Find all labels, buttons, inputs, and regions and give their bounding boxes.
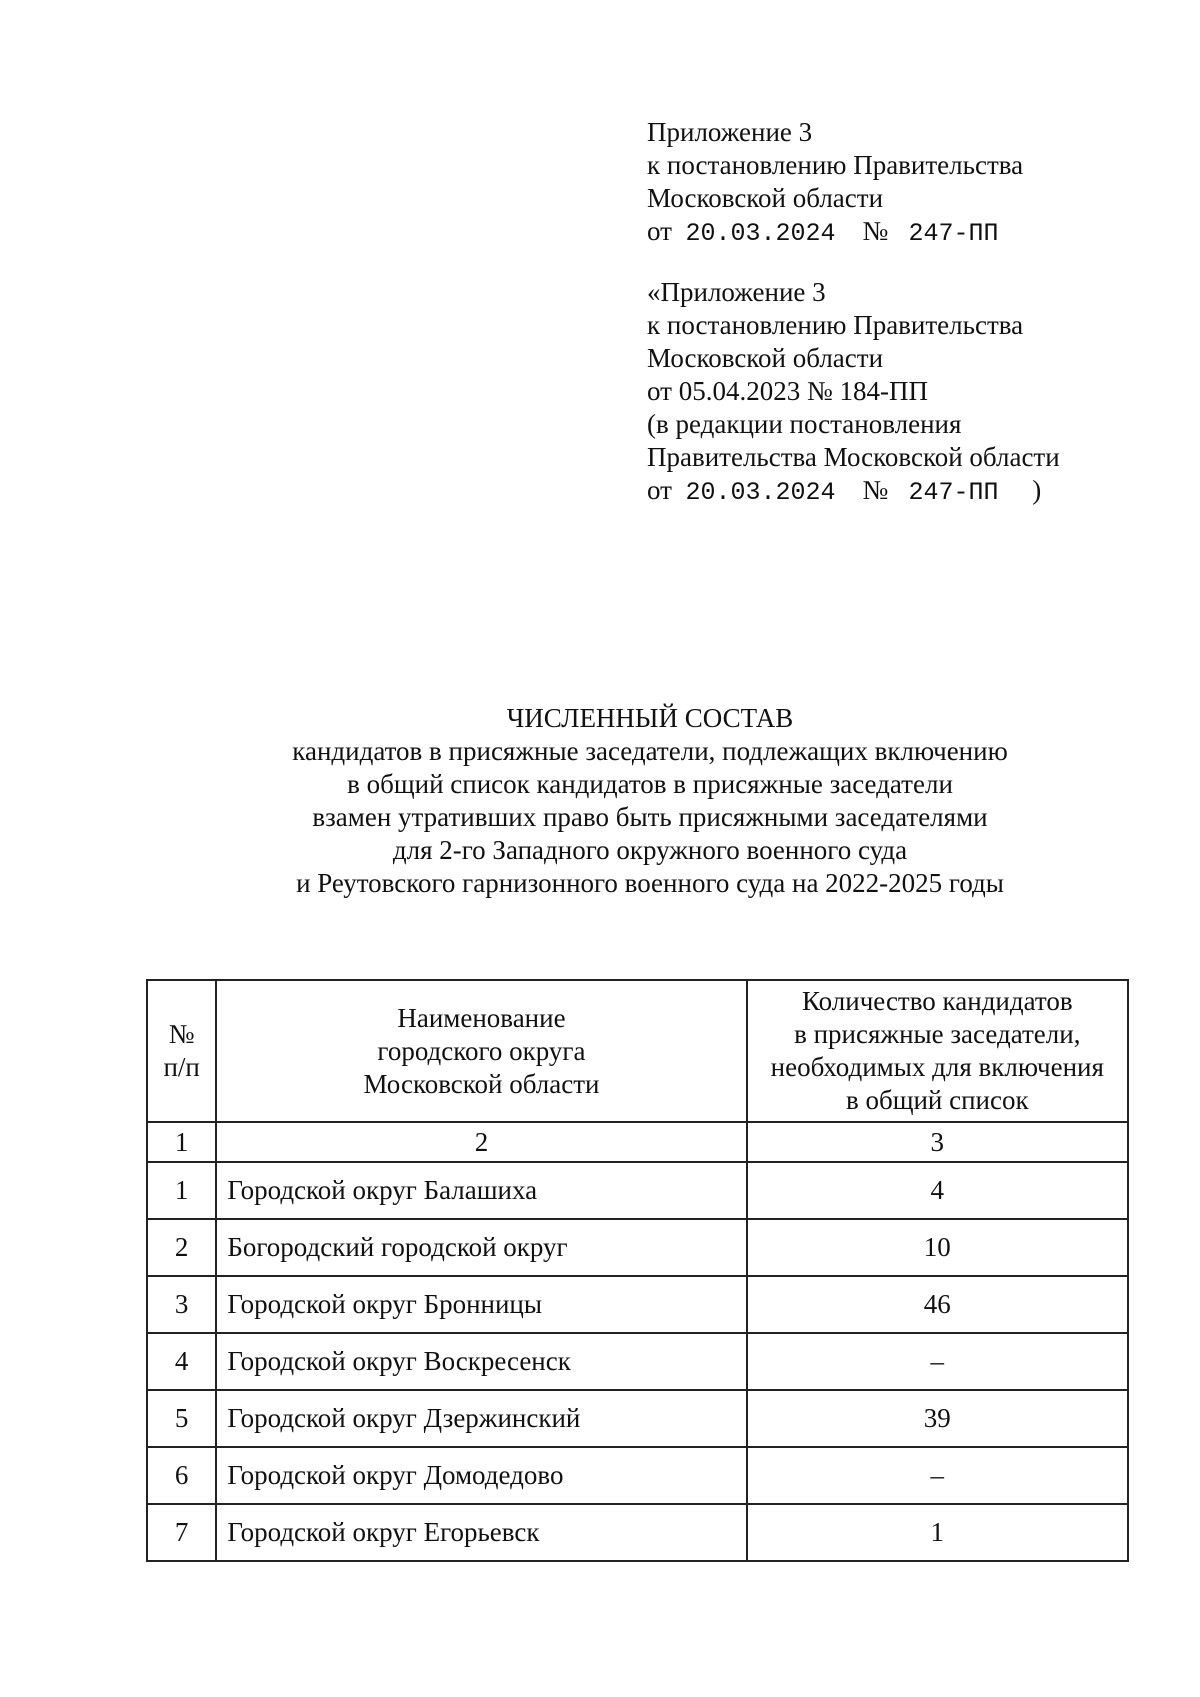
ref-prefix: от [647, 475, 672, 505]
row-name: Городской округ Бронницы [216, 1276, 746, 1333]
quoted-appendix-line: Московской области [647, 343, 884, 373]
row-qty: 4 [747, 1162, 1128, 1219]
title-line: в общий список кандидатов в присяжные заседатели [347, 769, 953, 799]
table-row [147, 1219, 1128, 1276]
row-qty: 46 [747, 1276, 1128, 1333]
title-line: для 2-го Западного окружного военного суда [392, 835, 908, 865]
appendix-reference [647, 215, 1023, 250]
quoted-appendix-line: (в редакции постановления [647, 409, 962, 439]
row-name: Городской округ Егорьевск [216, 1504, 746, 1561]
row-name: Городской округ Воскресенск [216, 1333, 746, 1390]
row-name: Городской округ Балашиха [216, 1162, 746, 1219]
appendix-header [647, 116, 1023, 250]
table-row [147, 1276, 1128, 1333]
row-num: 5 [147, 1390, 216, 1447]
column-number: 1 [147, 1122, 216, 1162]
title-line: кандидатов в присяжные заседатели, подлежащих включению [292, 736, 1008, 766]
table-row [147, 1162, 1128, 1219]
title-line: и Реутовского гарнизонного военного суда на 2022-2025 годы [296, 868, 1004, 898]
ref-no-sign: № [862, 216, 889, 246]
row-qty: – [747, 1333, 1128, 1390]
row-num: 6 [147, 1447, 216, 1504]
quoted-appendix-line: от 05.04.2023 № 184-ПП [647, 376, 928, 406]
row-num: 7 [147, 1504, 216, 1561]
column-number-row [147, 1122, 1128, 1162]
table-row [147, 1504, 1128, 1561]
title-line: взамен утративших право быть присяжными заседателями [312, 802, 988, 832]
quoted-appendix-line: к постановлению Правительства [647, 310, 1024, 340]
column-number: 3 [747, 1122, 1128, 1162]
header-qty: Количество кандидатов в присяжные заседатели, необходимых для включения в общий список [747, 980, 1128, 1122]
table-row [147, 1390, 1128, 1447]
row-num: 3 [147, 1276, 216, 1333]
ref-number: 247-ПП [908, 219, 999, 248]
ref-number: 247-ПП [908, 478, 999, 507]
row-num: 4 [147, 1333, 216, 1390]
table-row [147, 1333, 1128, 1390]
row-qty: 10 [747, 1219, 1128, 1276]
table-header-row [147, 980, 1128, 1122]
title-heading: ЧИСЛЕННЫЙ СОСТАВ [506, 703, 794, 733]
ref-date: 20.03.2024 [685, 478, 836, 507]
row-qty: 1 [747, 1504, 1128, 1561]
row-name: Городской округ Домодедово [216, 1447, 746, 1504]
appendix-line: Приложение 3 [647, 117, 813, 147]
column-number: 2 [216, 1122, 746, 1162]
header-name: Наименование городского округа Московской области [216, 980, 746, 1122]
ref-date: 20.03.2024 [685, 219, 836, 248]
row-num: 2 [147, 1219, 216, 1276]
row-num: 1 [147, 1162, 216, 1219]
quoted-appendix-line: Правительства Московской области [647, 442, 1060, 472]
candidates-table [146, 979, 1129, 1562]
appendix-line: Московской области [647, 183, 884, 213]
ref-prefix: от [647, 216, 672, 246]
header-num: № п/п [147, 980, 216, 1122]
row-name: Городской округ Дзержинский [216, 1390, 746, 1447]
quoted-appendix-line: «Приложение 3 [647, 277, 826, 307]
row-name: Богородский городской округ [216, 1219, 746, 1276]
row-qty: – [747, 1447, 1128, 1504]
ref-close: ) [1032, 475, 1042, 505]
quoted-appendix-reference [647, 474, 1060, 509]
appendix-line: к постановлению Правительства [647, 150, 1024, 180]
table-row [147, 1447, 1128, 1504]
quoted-appendix-header [647, 276, 1060, 509]
row-qty: 39 [747, 1390, 1128, 1447]
ref-no-sign: № [862, 475, 889, 505]
document-title [0, 702, 1200, 900]
